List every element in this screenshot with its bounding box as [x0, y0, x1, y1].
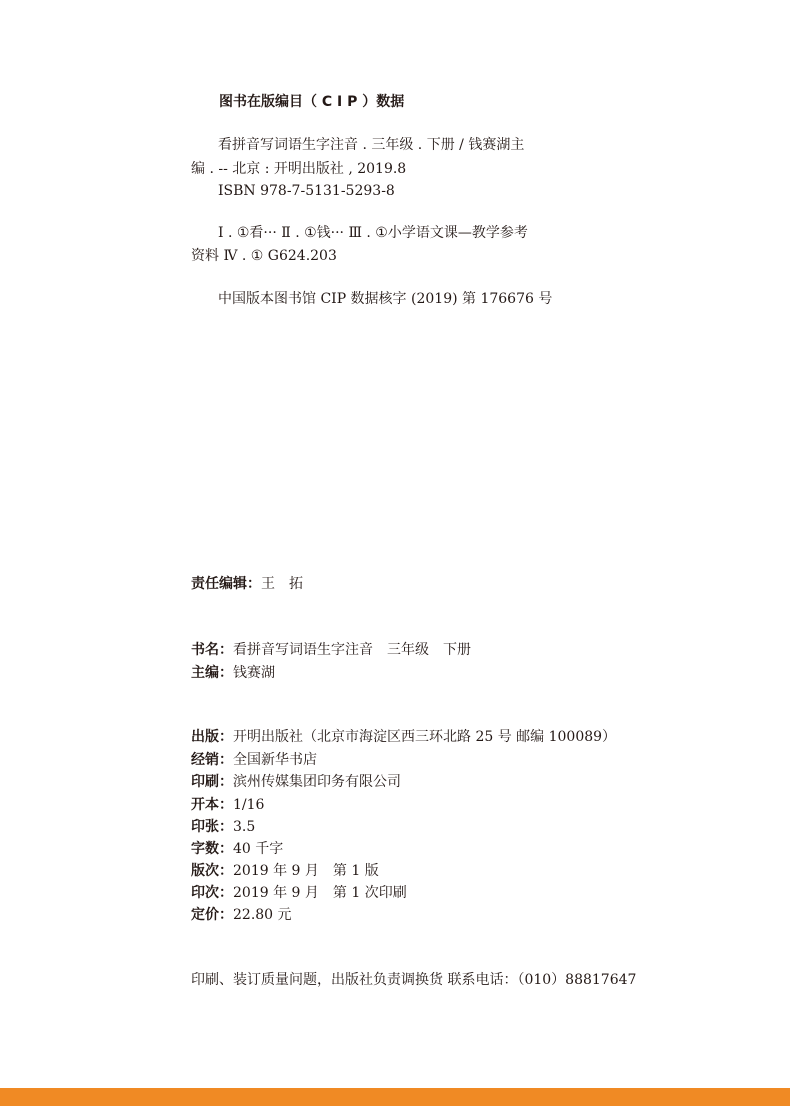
imprint-sheets-row [191, 818, 255, 836]
imprint-label: 经销： [191, 752, 233, 768]
imprint-value: 3.5 [233, 819, 256, 835]
imprint-printer-row [191, 773, 401, 791]
imprint-value: 2019 年 9 月 第 1 次印刷 [233, 885, 407, 901]
cip-classification-line-1: Ⅰ . ①看··· Ⅱ . ①钱··· Ⅲ . ①小学语文课—教学参考 [218, 225, 528, 241]
imprint-label: 版次： [191, 863, 233, 879]
book-title-value: 看拼音写词语生字注音 [233, 642, 373, 658]
cip-heading: 图书在版编目（ C I P ）数据 [219, 94, 405, 110]
imprint-value: 开明出版社（北京市海淀区西三环北路 25 号 邮编 100089） [233, 729, 617, 745]
imprint-label: 定价： [191, 907, 233, 923]
imprint-edition-row [191, 862, 379, 880]
cip-verification: 中国版本图书馆 CIP 数据核字 (2019) 第 176676 号 [218, 291, 553, 307]
book-title-grade: 三年级 [387, 642, 429, 658]
imprint-publisher-row [191, 728, 616, 746]
quality-notice: 印刷、装订质量问题，出版社负责调换货 联系电话：（010）88817647 [191, 972, 637, 988]
imprint-wordcount-row [191, 840, 283, 858]
imprint-format-row [191, 796, 264, 814]
imprint-label: 出版： [191, 729, 233, 745]
imprint-value: 22.80 元 [233, 907, 292, 923]
imprint-printing-row [191, 884, 407, 902]
book-title-label: 书名： [191, 642, 233, 658]
cip-entry-line-2: 编 . -- 北京 : 开明出版社 , 2019.8 [191, 161, 407, 177]
imprint-label: 印张： [191, 819, 233, 835]
book-title-row [191, 641, 471, 659]
cip-entry-line-1: 看拼音写词语生字注音 . 三年级 . 下册 / 钱赛湖主 [218, 137, 525, 153]
cip-isbn: ISBN 978-7-5131-5293-8 [218, 183, 395, 199]
imprint-label: 开本： [191, 797, 233, 813]
imprint-label: 字数： [191, 841, 233, 857]
imprint-distributor-row [191, 751, 317, 769]
responsible-editor-label: 责任编辑： [191, 576, 261, 592]
book-title-volume: 下册 [443, 642, 471, 658]
cip-classification-line-2: 资料 Ⅳ . ① G624.203 [191, 248, 337, 264]
imprint-value: 1/16 [233, 797, 265, 813]
imprint-value: 2019 年 9 月 第 1 版 [233, 863, 379, 879]
imprint-value: 40 千字 [233, 841, 284, 857]
chief-editor-label: 主编： [191, 665, 233, 681]
imprint-price-row [191, 906, 292, 924]
imprint-label: 印刷： [191, 774, 233, 790]
imprint-label: 印次： [191, 885, 233, 901]
responsible-editor-row [191, 575, 303, 593]
footer-accent-bar [0, 1088, 790, 1106]
imprint-value: 滨州传媒集团印务有限公司 [233, 774, 401, 790]
imprint-value: 全国新华书店 [233, 752, 317, 768]
chief-editor-value: 钱赛湖 [233, 665, 275, 681]
responsible-editor-value: 王 拓 [261, 576, 303, 592]
chief-editor-row [191, 664, 275, 682]
